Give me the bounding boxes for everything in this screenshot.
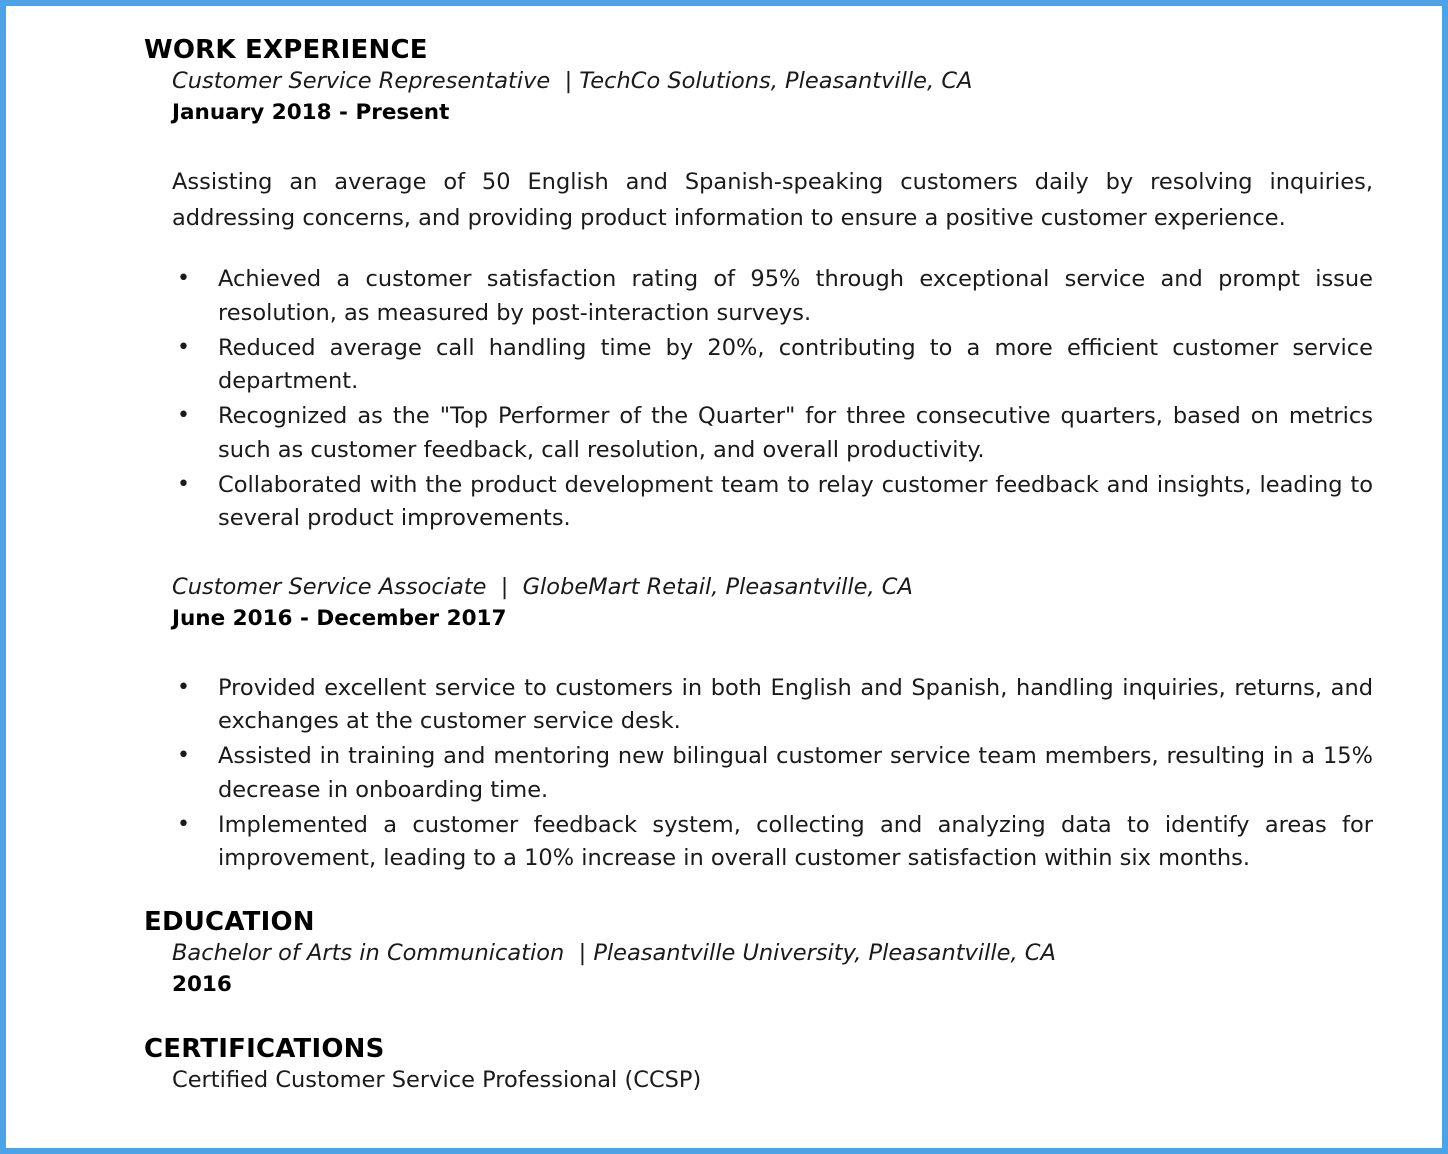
education-year: 2016 xyxy=(172,971,232,997)
list-item: • Implemented a customer feedback system, collecting and analyzing data to identify areas for improvement, leading to a 10% increase in overall customer satisfaction within six months. xyxy=(172,809,1373,877)
section-heading-education: EDUCATION xyxy=(144,907,315,938)
list-item: • Reduced average call handling time by 20%, contributing to a more efficient customer service department. xyxy=(172,332,1373,400)
list-item: • Collaborated with the product development team to relay customer feedback and insights, leading to several product improvements. xyxy=(172,469,1373,537)
section-heading-certifications: CERTIFICATIONS xyxy=(144,1034,385,1065)
job-title-line-1: Customer Service Representative | TechCo Solutions, Pleasantville, CA xyxy=(172,67,973,94)
job-bullets-1 xyxy=(144,263,1373,536)
job-title-line-2: Customer Service Associate | GlobeMart Retail, Pleasantville, CA xyxy=(172,574,913,601)
spacer-after-bullets-1 xyxy=(144,537,1373,572)
resume-page xyxy=(9,9,1439,1145)
certification-item: Certified Customer Service Professional (CCSP) xyxy=(172,1066,702,1093)
job-dates-1: January 2018 - Present xyxy=(172,99,450,125)
job-dates-2: June 2016 - December 2017 xyxy=(172,606,507,632)
spacer-after-dates-2 xyxy=(144,635,1373,672)
list-item: • Assisted in training and mentoring new bilingual customer service team members, resulting in a 15% decrease in onboarding time. xyxy=(172,740,1373,808)
spacer-before-education xyxy=(144,877,1373,907)
spacer-after-dates-1 xyxy=(144,128,1373,165)
spacer-top xyxy=(144,9,1373,35)
section-heading-work-experience: WORK EXPERIENCE xyxy=(144,35,428,65)
list-item: • Achieved a customer satisfaction rating of 95% through exceptional service and prompt issue resolution, as measured by post-interaction surveys. xyxy=(172,263,1373,331)
list-item: • Recognized as the "Top Performer of the Quarter" for three consecutive quarters, based on metrics such as customer feedback, call resolution, and overall productivity. xyxy=(172,400,1373,468)
spacer-after-summary-1 xyxy=(144,236,1373,263)
spacer-before-certifications xyxy=(144,1000,1373,1034)
list-item: • Provided excellent service to customers in both English and Spanish, handling inquiries, returns, and exchanges at the customer service desk. xyxy=(172,672,1373,740)
job-summary-1: Assisting an average of 50 English and Spanish-speaking customers daily by resolving inquiries, addressing concerns, and providing product information to ensure a positive customer experience. xyxy=(172,169,1373,231)
job-bullets-2 xyxy=(144,672,1373,877)
education-degree-line: Bachelor of Arts in Communication | Pleasantville University, Pleasantville, CA xyxy=(172,939,1056,966)
